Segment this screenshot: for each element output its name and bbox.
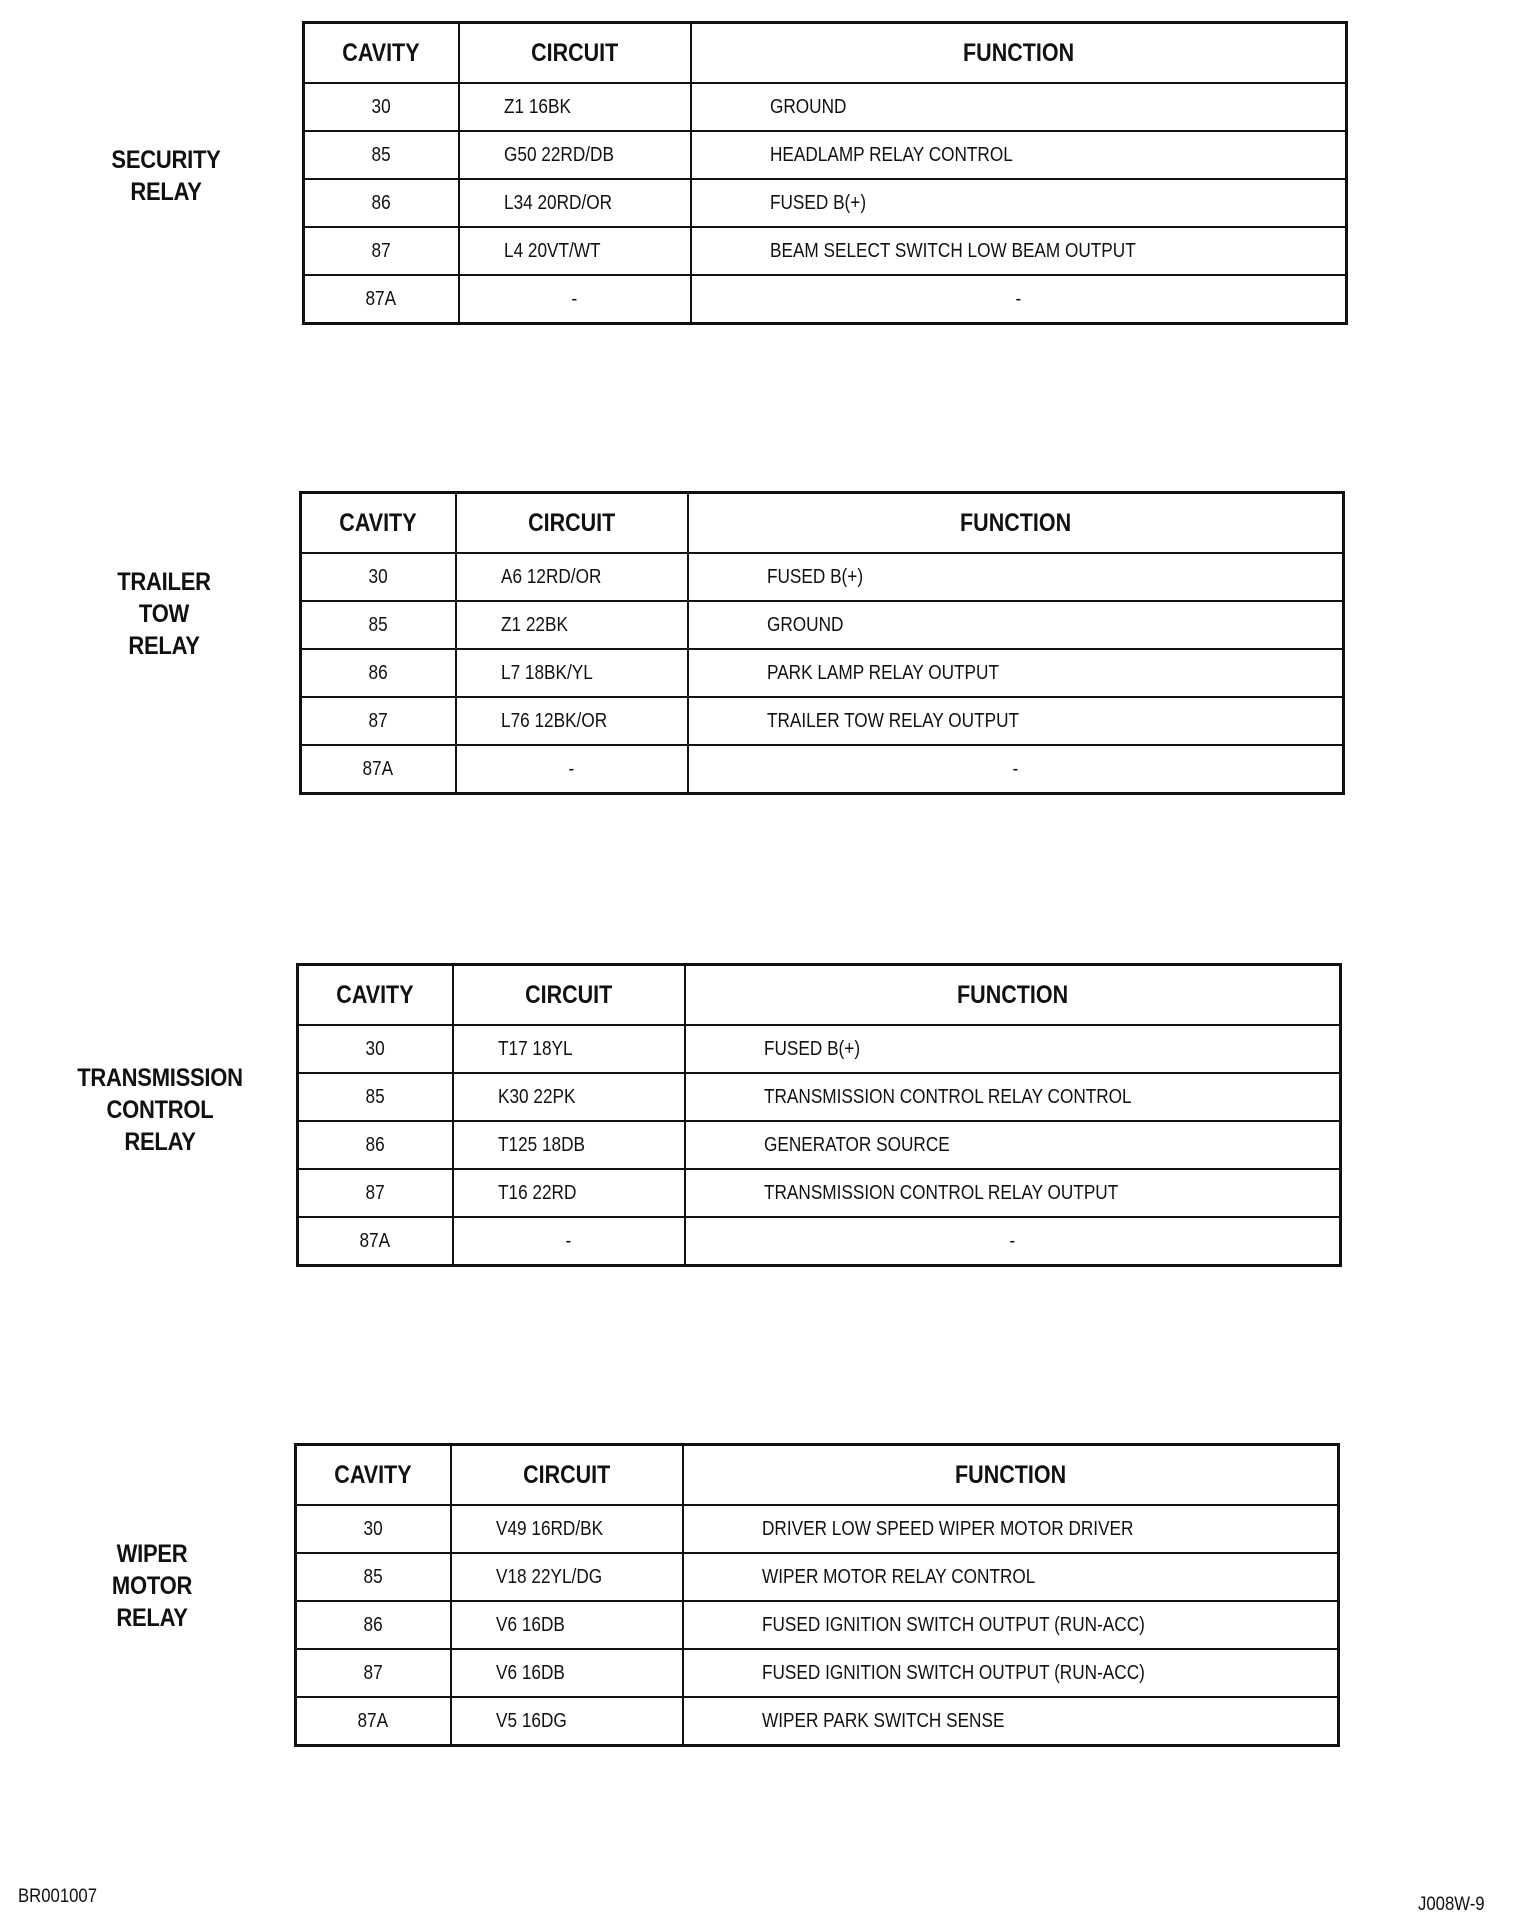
cavity-cell: 86 xyxy=(301,649,456,697)
function-cell: FUSED IGNITION SWITCH OUTPUT (RUN-ACC) xyxy=(683,1649,1339,1697)
function-cell: TRAILER TOW RELAY OUTPUT xyxy=(688,697,1344,745)
table-row xyxy=(298,1121,1341,1169)
column-header-circuit: CIRCUIT xyxy=(453,965,685,1026)
cavity-cell: 85 xyxy=(296,1553,451,1601)
column-header-cavity: CAVITY xyxy=(296,1445,451,1506)
circuit-cell: K30 22PK xyxy=(453,1073,685,1121)
table-row xyxy=(304,131,1347,179)
function-cell: WIPER MOTOR RELAY CONTROL xyxy=(683,1553,1339,1601)
trailer-tow-relay-table xyxy=(299,491,1345,795)
function-cell: FUSED IGNITION SWITCH OUTPUT (RUN-ACC) xyxy=(683,1601,1339,1649)
table-row xyxy=(298,1025,1341,1073)
relay-label-line: TOW xyxy=(138,600,190,628)
circuit-cell: T17 18YL xyxy=(453,1025,685,1073)
function-cell: BEAM SELECT SWITCH LOW BEAM OUTPUT xyxy=(691,227,1347,275)
column-header-function: FUNCTION xyxy=(691,23,1347,84)
table-row xyxy=(296,1649,1339,1697)
column-header-circuit: CIRCUIT xyxy=(456,493,688,554)
table-row xyxy=(301,601,1344,649)
document-code-right: J008W-9 xyxy=(1418,1894,1485,1915)
relay-label-line: RELAY xyxy=(116,1604,188,1632)
column-header-circuit: CIRCUIT xyxy=(459,23,691,84)
column-header-function: FUNCTION xyxy=(683,1445,1339,1506)
column-header-function: FUNCTION xyxy=(685,965,1341,1026)
cavity-cell: 30 xyxy=(301,553,456,601)
circuit-cell: V6 16DB xyxy=(451,1601,683,1649)
table-header-row xyxy=(301,493,1344,554)
circuit-cell: G50 22RD/DB xyxy=(459,131,691,179)
circuit-cell: A6 12RD/OR xyxy=(456,553,688,601)
cavity-cell: 87 xyxy=(298,1169,453,1217)
cavity-cell: 87 xyxy=(301,697,456,745)
table-row xyxy=(298,1169,1341,1217)
relay-label-trailer-tow xyxy=(58,566,269,662)
function-cell: FUSED B(+) xyxy=(688,553,1344,601)
table-row xyxy=(304,227,1347,275)
table-row xyxy=(304,179,1347,227)
circuit-cell: - xyxy=(453,1217,685,1266)
relay-label-security xyxy=(60,144,271,208)
relay-label-transmission-control xyxy=(54,1062,265,1158)
function-cell: PARK LAMP RELAY OUTPUT xyxy=(688,649,1344,697)
wiper-motor-relay-table xyxy=(294,1443,1340,1747)
function-cell: - xyxy=(691,275,1347,324)
table-row xyxy=(301,697,1344,745)
table-row xyxy=(301,745,1344,794)
function-cell: DRIVER LOW SPEED WIPER MOTOR DRIVER xyxy=(683,1505,1339,1553)
table-row xyxy=(304,275,1347,324)
function-cell: GROUND xyxy=(691,83,1347,131)
circuit-cell: L34 20RD/OR xyxy=(459,179,691,227)
relay-label-line: SECURITY xyxy=(111,146,221,174)
circuit-cell: V49 16RD/BK xyxy=(451,1505,683,1553)
table-row xyxy=(301,553,1344,601)
cavity-cell: 86 xyxy=(298,1121,453,1169)
cavity-cell: 85 xyxy=(304,131,459,179)
table-row xyxy=(298,1073,1341,1121)
cavity-cell: 87 xyxy=(296,1649,451,1697)
circuit-cell: Z1 16BK xyxy=(459,83,691,131)
relay-label-line: RELAY xyxy=(124,1128,196,1156)
column-header-cavity: CAVITY xyxy=(301,493,456,554)
function-cell: FUSED B(+) xyxy=(685,1025,1341,1073)
table-row xyxy=(296,1553,1339,1601)
column-header-function: FUNCTION xyxy=(688,493,1344,554)
cavity-cell: 30 xyxy=(298,1025,453,1073)
circuit-cell: L7 18BK/YL xyxy=(456,649,688,697)
function-cell: GROUND xyxy=(688,601,1344,649)
circuit-cell: - xyxy=(459,275,691,324)
circuit-cell: Z1 22BK xyxy=(456,601,688,649)
cavity-cell: 30 xyxy=(304,83,459,131)
function-cell: FUSED B(+) xyxy=(691,179,1347,227)
relay-label-line: RELAY xyxy=(130,178,202,206)
cavity-cell: 85 xyxy=(301,601,456,649)
relay-label-wiper-motor xyxy=(46,1538,257,1634)
relay-label-line: TRANSMISSION xyxy=(77,1064,243,1092)
circuit-cell: T16 22RD xyxy=(453,1169,685,1217)
table-header-row xyxy=(296,1445,1339,1506)
circuit-cell: V5 16DG xyxy=(451,1697,683,1746)
table-header-row xyxy=(304,23,1347,84)
cavity-cell: 30 xyxy=(296,1505,451,1553)
relay-label-line: MOTOR xyxy=(111,1572,193,1600)
table-header-row xyxy=(298,965,1341,1026)
function-cell: TRANSMISSION CONTROL RELAY CONTROL xyxy=(685,1073,1341,1121)
circuit-cell: T125 18DB xyxy=(453,1121,685,1169)
relay-label-line: RELAY xyxy=(128,632,200,660)
function-cell: TRANSMISSION CONTROL RELAY OUTPUT xyxy=(685,1169,1341,1217)
function-cell: - xyxy=(685,1217,1341,1266)
cavity-cell: 85 xyxy=(298,1073,453,1121)
table-row xyxy=(296,1697,1339,1746)
table-row xyxy=(304,83,1347,131)
table-row xyxy=(296,1601,1339,1649)
cavity-cell: 87 xyxy=(304,227,459,275)
cavity-cell: 87A xyxy=(296,1697,451,1746)
function-cell: GENERATOR SOURCE xyxy=(685,1121,1341,1169)
circuit-cell: V18 22YL/DG xyxy=(451,1553,683,1601)
circuit-cell: L76 12BK/OR xyxy=(456,697,688,745)
table-row xyxy=(301,649,1344,697)
table-row xyxy=(298,1217,1341,1266)
cavity-cell: 86 xyxy=(304,179,459,227)
column-header-circuit: CIRCUIT xyxy=(451,1445,683,1506)
table-row xyxy=(296,1505,1339,1553)
cavity-cell: 86 xyxy=(296,1601,451,1649)
cavity-cell: 87A xyxy=(301,745,456,794)
cavity-cell: 87A xyxy=(298,1217,453,1266)
function-cell: - xyxy=(688,745,1344,794)
relay-label-line: WIPER xyxy=(116,1540,188,1568)
circuit-cell: V6 16DB xyxy=(451,1649,683,1697)
circuit-cell: L4 20VT/WT xyxy=(459,227,691,275)
column-header-cavity: CAVITY xyxy=(298,965,453,1026)
security-relay-table xyxy=(302,21,1348,325)
cavity-cell: 87A xyxy=(304,275,459,324)
column-header-cavity: CAVITY xyxy=(304,23,459,84)
transmission-control-relay-table xyxy=(296,963,1342,1267)
function-cell: WIPER PARK SWITCH SENSE xyxy=(683,1697,1339,1746)
circuit-cell: - xyxy=(456,745,688,794)
function-cell: HEADLAMP RELAY CONTROL xyxy=(691,131,1347,179)
relay-label-line: TRAILER xyxy=(117,568,211,596)
relay-label-line: CONTROL xyxy=(106,1096,214,1124)
document-code-left: BR001007 xyxy=(18,1886,98,1907)
